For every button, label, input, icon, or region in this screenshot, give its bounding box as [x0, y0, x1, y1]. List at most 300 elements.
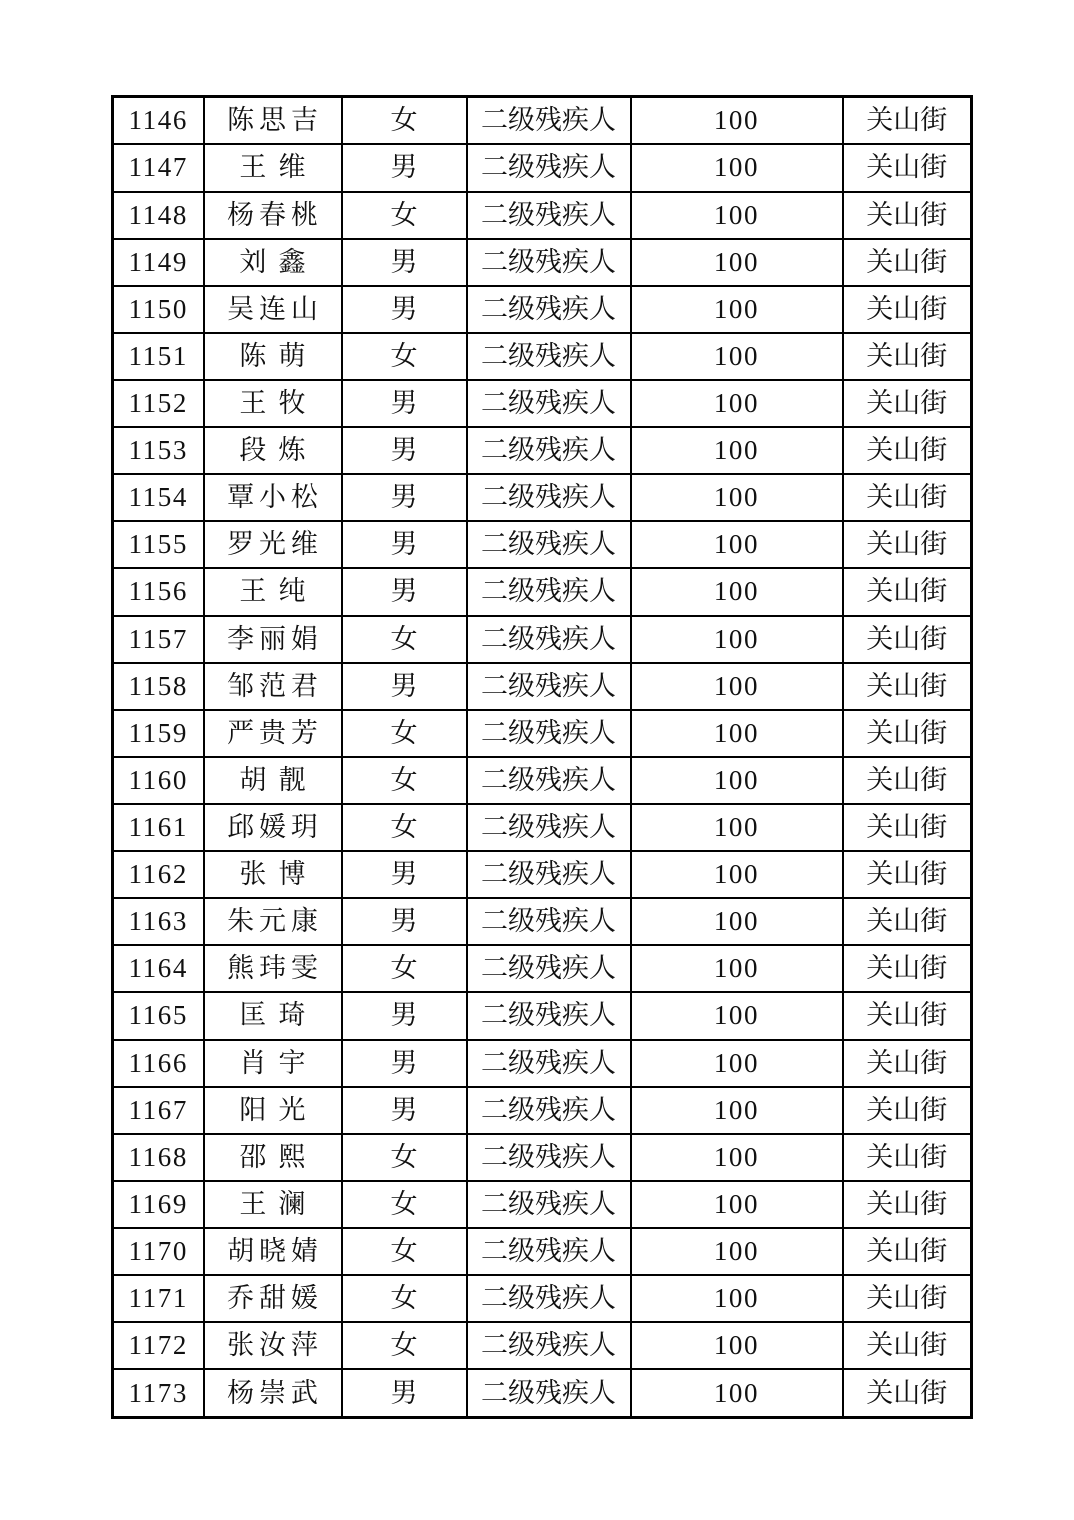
- cell-name-text: 吴连山: [227, 293, 323, 324]
- cell-serial: [113, 521, 204, 568]
- cell-category-text: 二级残疾人: [481, 293, 616, 324]
- cell-amount: [631, 1369, 843, 1417]
- cell-gender: [342, 1181, 467, 1228]
- table-row: [113, 851, 972, 898]
- cell-amount: [631, 898, 843, 945]
- cell-gender: [342, 568, 467, 615]
- cell-street-text: 关山街: [866, 1000, 948, 1031]
- table-row: [113, 1134, 972, 1181]
- cell-category-text: 二级残疾人: [481, 623, 616, 654]
- cell-serial: [113, 239, 204, 286]
- cell-serial: [113, 992, 204, 1039]
- cell-serial: [113, 192, 204, 239]
- cell-gender-text: 男: [390, 435, 418, 466]
- cell-serial: [113, 945, 204, 992]
- table-row: [113, 757, 972, 804]
- cell-category: [467, 1369, 631, 1417]
- cell-serial: [113, 144, 204, 191]
- cell-name-text: 陈思吉: [227, 105, 323, 136]
- cell-gender: [342, 474, 467, 521]
- cell-name-text: 邱媛玥: [227, 812, 323, 842]
- cell-serial-text: 1147: [128, 152, 188, 183]
- cell-category-text: 二级残疾人: [481, 529, 616, 560]
- cell-amount-text: 100: [713, 482, 760, 513]
- cell-amount: [631, 1087, 843, 1134]
- cell-name-text: 乔甜媛: [227, 1283, 323, 1314]
- cell-street: [843, 1322, 972, 1369]
- cell-gender: [342, 380, 467, 427]
- cell-name-text: 朱元康: [227, 906, 323, 937]
- cell-street: [843, 1181, 972, 1228]
- cell-amount: [631, 333, 843, 380]
- table-row: [113, 992, 972, 1039]
- cell-name: [204, 851, 342, 898]
- cell-serial-text: 1171: [128, 1283, 188, 1314]
- cell-amount-text: 100: [713, 1377, 760, 1408]
- cell-serial: [113, 427, 204, 474]
- cell-amount-text: 100: [713, 859, 760, 890]
- cell-gender: [342, 616, 467, 663]
- cell-name: [204, 427, 342, 474]
- cell-serial-text: 1163: [128, 906, 188, 937]
- cell-street-text: 关山街: [866, 1377, 948, 1408]
- cell-category-text: 二级残疾人: [481, 670, 616, 701]
- cell-street-text: 关山街: [866, 670, 948, 701]
- cell-amount-text: 100: [713, 199, 760, 230]
- cell-name: [204, 1322, 342, 1369]
- cell-gender-text: 女: [390, 340, 418, 371]
- cell-gender-text: 女: [390, 1330, 418, 1361]
- cell-gender: [342, 1322, 467, 1369]
- cell-amount-text: 100: [713, 1235, 760, 1266]
- cell-amount-text: 100: [713, 812, 760, 842]
- cell-category: [467, 568, 631, 615]
- cell-name-text: 熊玮雯: [227, 953, 323, 984]
- cell-serial-text: 1165: [128, 1000, 188, 1031]
- cell-category-text: 二级残疾人: [481, 1000, 616, 1031]
- cell-gender: [342, 663, 467, 710]
- cell-name-text: 王维: [239, 152, 318, 183]
- cell-serial: [113, 1275, 204, 1322]
- cell-street: [843, 1275, 972, 1322]
- cell-gender: [342, 427, 467, 474]
- cell-name: [204, 192, 342, 239]
- cell-name: [204, 710, 342, 757]
- cell-amount-text: 100: [713, 1283, 760, 1314]
- cell-category: [467, 898, 631, 945]
- cell-category-text: 二级残疾人: [481, 435, 616, 466]
- cell-name-text: 胡靓: [239, 764, 318, 795]
- cell-gender-text: 女: [390, 953, 418, 984]
- cell-street-text: 关山街: [866, 482, 948, 513]
- cell-category-text: 二级残疾人: [481, 717, 616, 748]
- cell-category: [467, 1134, 631, 1181]
- cell-name-text: 张汝萍: [227, 1330, 323, 1361]
- cell-name-text: 严贵芳: [227, 717, 323, 748]
- cell-category-text: 二级残疾人: [481, 1094, 616, 1125]
- cell-amount-text: 100: [713, 246, 760, 277]
- cell-category-text: 二级残疾人: [481, 906, 616, 937]
- cell-street-text: 关山街: [866, 388, 948, 419]
- cell-name-text: 李丽娟: [227, 623, 323, 654]
- cell-category-text: 二级残疾人: [481, 576, 616, 607]
- cell-amount: [631, 757, 843, 804]
- cell-serial-text: 1169: [128, 1188, 188, 1219]
- cell-street-text: 关山街: [866, 246, 948, 277]
- cell-name-text: 罗光维: [227, 529, 323, 560]
- cell-category: [467, 239, 631, 286]
- cell-serial-text: 1153: [128, 435, 188, 466]
- cell-name-text: 阳光: [239, 1094, 318, 1125]
- cell-gender-text: 男: [390, 293, 418, 324]
- cell-serial-text: 1161: [128, 812, 188, 842]
- cell-serial: [113, 1134, 204, 1181]
- cell-serial: [113, 380, 204, 427]
- roster-table-body: [113, 97, 972, 1418]
- cell-amount: [631, 144, 843, 191]
- cell-amount: [631, 239, 843, 286]
- cell-category-text: 二级残疾人: [481, 1377, 616, 1408]
- cell-gender: [342, 333, 467, 380]
- cell-category-text: 二级残疾人: [481, 340, 616, 371]
- cell-gender-text: 男: [390, 152, 418, 183]
- cell-serial-text: 1160: [128, 764, 188, 795]
- cell-serial: [113, 1369, 204, 1417]
- cell-serial-text: 1162: [128, 859, 188, 890]
- cell-name-text: 张博: [239, 859, 318, 890]
- cell-street: [843, 97, 972, 145]
- cell-amount: [631, 616, 843, 663]
- cell-category: [467, 710, 631, 757]
- cell-amount-text: 100: [713, 1330, 760, 1361]
- cell-street: [843, 663, 972, 710]
- cell-amount: [631, 97, 843, 145]
- cell-name: [204, 97, 342, 145]
- cell-gender-text: 男: [390, 576, 418, 607]
- cell-street-text: 关山街: [866, 1235, 948, 1266]
- cell-amount: [631, 1181, 843, 1228]
- table-row: [113, 1228, 972, 1275]
- cell-gender: [342, 192, 467, 239]
- cell-serial-text: 1155: [128, 529, 188, 560]
- cell-name: [204, 380, 342, 427]
- cell-gender-text: 女: [390, 105, 418, 136]
- cell-street: [843, 1087, 972, 1134]
- cell-street: [843, 144, 972, 191]
- cell-amount: [631, 1134, 843, 1181]
- cell-name-text: 肖宇: [239, 1047, 318, 1078]
- cell-street: [843, 1040, 972, 1087]
- cell-amount: [631, 945, 843, 992]
- cell-street-text: 关山街: [866, 1188, 948, 1219]
- cell-amount-text: 100: [713, 1047, 760, 1078]
- cell-serial: [113, 568, 204, 615]
- cell-serial-text: 1172: [128, 1330, 188, 1361]
- cell-category-text: 二级残疾人: [481, 152, 616, 183]
- cell-amount-text: 100: [713, 340, 760, 371]
- cell-category: [467, 1322, 631, 1369]
- cell-street-text: 关山街: [866, 340, 948, 371]
- cell-name: [204, 757, 342, 804]
- cell-street: [843, 804, 972, 851]
- cell-amount-text: 100: [713, 435, 760, 466]
- cell-amount: [631, 568, 843, 615]
- cell-serial: [113, 97, 204, 145]
- table-row: [113, 333, 972, 380]
- cell-serial-text: 1151: [128, 340, 188, 371]
- cell-serial: [113, 333, 204, 380]
- cell-street: [843, 474, 972, 521]
- cell-street-text: 关山街: [866, 435, 948, 466]
- cell-amount-text: 100: [713, 576, 760, 607]
- cell-category: [467, 804, 631, 851]
- cell-category-text: 二级残疾人: [481, 1330, 616, 1361]
- cell-name-text: 王纯: [239, 576, 318, 607]
- cell-category: [467, 1040, 631, 1087]
- cell-street-text: 关山街: [866, 953, 948, 984]
- cell-street-text: 关山街: [866, 1094, 948, 1125]
- table-row: [113, 945, 972, 992]
- cell-category-text: 二级残疾人: [481, 1283, 616, 1314]
- cell-amount: [631, 380, 843, 427]
- cell-serial: [113, 1322, 204, 1369]
- cell-street: [843, 1369, 972, 1417]
- cell-serial-text: 1148: [128, 199, 188, 230]
- cell-serial-text: 1152: [128, 388, 188, 419]
- cell-name: [204, 286, 342, 333]
- cell-gender-text: 男: [390, 906, 418, 937]
- cell-amount: [631, 804, 843, 851]
- table-row: [113, 710, 972, 757]
- cell-street: [843, 945, 972, 992]
- cell-name-text: 胡晓婧: [227, 1235, 323, 1266]
- cell-amount: [631, 710, 843, 757]
- cell-gender: [342, 97, 467, 145]
- cell-amount: [631, 1040, 843, 1087]
- table-row: [113, 1040, 972, 1087]
- cell-serial: [113, 474, 204, 521]
- table-row: [113, 286, 972, 333]
- cell-amount-text: 100: [713, 1141, 760, 1172]
- cell-name: [204, 1181, 342, 1228]
- cell-gender-text: 男: [390, 529, 418, 560]
- cell-serial: [113, 663, 204, 710]
- table-row: [113, 1322, 972, 1369]
- cell-name-text: 王牧: [239, 388, 318, 419]
- cell-gender: [342, 945, 467, 992]
- cell-gender: [342, 1369, 467, 1417]
- cell-category-text: 二级残疾人: [481, 1141, 616, 1172]
- cell-gender: [342, 710, 467, 757]
- cell-gender-text: 女: [390, 1141, 418, 1172]
- cell-serial: [113, 898, 204, 945]
- cell-amount: [631, 1228, 843, 1275]
- cell-amount-text: 100: [713, 764, 760, 795]
- cell-category: [467, 1275, 631, 1322]
- table-row: [113, 616, 972, 663]
- cell-category-text: 二级残疾人: [481, 812, 616, 842]
- cell-serial: [113, 710, 204, 757]
- table-row: [113, 474, 972, 521]
- cell-category-text: 二级残疾人: [481, 1235, 616, 1266]
- cell-name-text: 段炼: [239, 435, 318, 466]
- cell-serial: [113, 804, 204, 851]
- cell-amount-text: 100: [713, 670, 760, 701]
- cell-amount: [631, 992, 843, 1039]
- cell-name-text: 杨春桃: [227, 199, 323, 230]
- cell-gender: [342, 804, 467, 851]
- cell-category: [467, 945, 631, 992]
- cell-amount-text: 100: [713, 906, 760, 937]
- cell-gender-text: 男: [390, 859, 418, 890]
- cell-amount-text: 100: [713, 388, 760, 419]
- cell-street: [843, 521, 972, 568]
- cell-serial: [113, 286, 204, 333]
- cell-serial: [113, 757, 204, 804]
- cell-gender-text: 女: [390, 764, 418, 795]
- cell-street: [843, 992, 972, 1039]
- cell-category: [467, 380, 631, 427]
- cell-gender: [342, 521, 467, 568]
- cell-gender: [342, 286, 467, 333]
- cell-name: [204, 1228, 342, 1275]
- cell-category: [467, 144, 631, 191]
- cell-street: [843, 1228, 972, 1275]
- cell-amount: [631, 521, 843, 568]
- cell-name: [204, 239, 342, 286]
- cell-category-text: 二级残疾人: [481, 246, 616, 277]
- cell-amount-text: 100: [713, 293, 760, 324]
- table-row: [113, 568, 972, 615]
- cell-category: [467, 663, 631, 710]
- cell-street-text: 关山街: [866, 717, 948, 748]
- cell-name: [204, 1040, 342, 1087]
- cell-name-text: 邵熙: [239, 1141, 318, 1172]
- cell-category: [467, 192, 631, 239]
- cell-gender-text: 男: [390, 246, 418, 277]
- cell-name-text: 匡琦: [239, 1000, 318, 1031]
- cell-street: [843, 333, 972, 380]
- cell-gender: [342, 992, 467, 1039]
- table-row: [113, 1369, 972, 1417]
- cell-category: [467, 474, 631, 521]
- cell-serial-text: 1150: [128, 293, 188, 324]
- table-row: [113, 898, 972, 945]
- cell-amount-text: 100: [713, 1094, 760, 1125]
- cell-name: [204, 616, 342, 663]
- cell-gender-text: 女: [390, 623, 418, 654]
- cell-amount-text: 100: [713, 623, 760, 654]
- cell-amount: [631, 427, 843, 474]
- cell-street: [843, 757, 972, 804]
- cell-name: [204, 474, 342, 521]
- cell-category: [467, 1228, 631, 1275]
- cell-category: [467, 616, 631, 663]
- cell-amount-text: 100: [713, 1188, 760, 1219]
- cell-category-text: 二级残疾人: [481, 953, 616, 984]
- cell-name-text: 刘鑫: [239, 246, 318, 277]
- cell-serial-text: 1170: [128, 1235, 188, 1266]
- cell-street: [843, 710, 972, 757]
- cell-amount-text: 100: [713, 529, 760, 560]
- cell-category: [467, 521, 631, 568]
- cell-category: [467, 757, 631, 804]
- cell-street: [843, 286, 972, 333]
- cell-category: [467, 992, 631, 1039]
- cell-gender: [342, 757, 467, 804]
- cell-street-text: 关山街: [866, 859, 948, 890]
- cell-street: [843, 192, 972, 239]
- cell-category-text: 二级残疾人: [481, 199, 616, 230]
- cell-gender-text: 男: [390, 1377, 418, 1408]
- cell-gender: [342, 1040, 467, 1087]
- cell-street: [843, 616, 972, 663]
- cell-name: [204, 568, 342, 615]
- cell-street-text: 关山街: [866, 576, 948, 607]
- cell-name-text: 陈萌: [239, 340, 318, 371]
- cell-gender-text: 女: [390, 717, 418, 748]
- cell-name: [204, 1369, 342, 1417]
- cell-name: [204, 1275, 342, 1322]
- table-row: [113, 239, 972, 286]
- cell-serial-text: 1167: [128, 1094, 188, 1125]
- cell-category: [467, 97, 631, 145]
- cell-street-text: 关山街: [866, 1141, 948, 1172]
- cell-gender-text: 男: [390, 388, 418, 419]
- cell-gender-text: 男: [390, 670, 418, 701]
- table-row: [113, 144, 972, 191]
- table-row: [113, 192, 972, 239]
- cell-serial-text: 1159: [128, 717, 188, 748]
- cell-category: [467, 286, 631, 333]
- cell-name: [204, 992, 342, 1039]
- cell-amount: [631, 192, 843, 239]
- cell-serial: [113, 1228, 204, 1275]
- cell-name: [204, 1134, 342, 1181]
- cell-category: [467, 427, 631, 474]
- cell-amount: [631, 663, 843, 710]
- cell-gender-text: 女: [390, 1235, 418, 1266]
- cell-street: [843, 427, 972, 474]
- cell-category: [467, 1181, 631, 1228]
- cell-serial-text: 1158: [128, 670, 188, 701]
- cell-gender: [342, 851, 467, 898]
- table-row: [113, 1087, 972, 1134]
- cell-category: [467, 851, 631, 898]
- table-row: [113, 804, 972, 851]
- cell-street-text: 关山街: [866, 105, 948, 136]
- cell-gender-text: 女: [390, 199, 418, 230]
- roster-table: [111, 95, 973, 1419]
- cell-gender: [342, 1087, 467, 1134]
- cell-amount-text: 100: [713, 953, 760, 984]
- cell-street: [843, 568, 972, 615]
- cell-amount: [631, 851, 843, 898]
- cell-street-text: 关山街: [866, 293, 948, 324]
- cell-category: [467, 1087, 631, 1134]
- cell-gender: [342, 1134, 467, 1181]
- table-row: [113, 1275, 972, 1322]
- cell-street-text: 关山街: [866, 199, 948, 230]
- cell-category-text: 二级残疾人: [481, 764, 616, 795]
- cell-gender-text: 男: [390, 1047, 418, 1078]
- cell-category-text: 二级残疾人: [481, 1188, 616, 1219]
- cell-street-text: 关山街: [866, 906, 948, 937]
- cell-name: [204, 663, 342, 710]
- cell-gender-text: 男: [390, 1000, 418, 1031]
- cell-serial-text: 1154: [128, 482, 188, 513]
- cell-amount: [631, 1322, 843, 1369]
